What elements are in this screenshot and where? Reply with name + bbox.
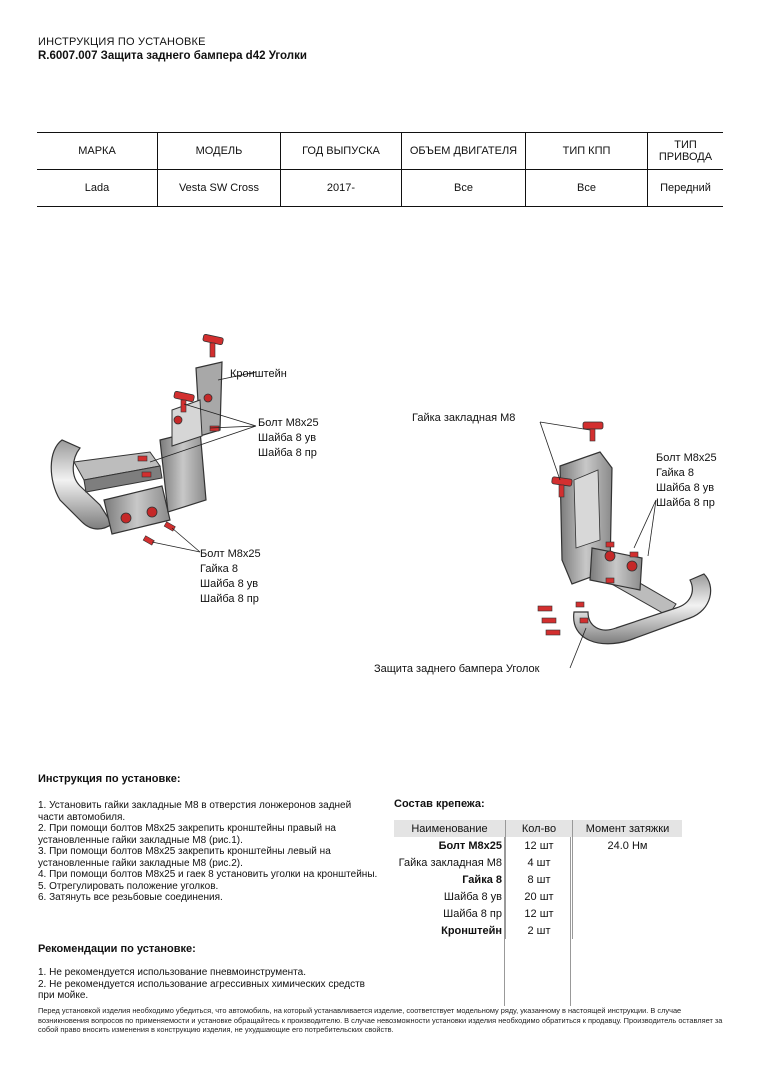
kit-row <box>394 871 682 888</box>
kit-item-qty: 4 шт <box>506 854 573 871</box>
instruction-step: 1. Установить гайки закладные М8 в отверстия лонжеронов задней части автомобиля. <box>38 800 352 823</box>
callout-line: Болт М8х25 <box>656 452 717 464</box>
spec-header-model: МОДЕЛЬ <box>158 133 281 170</box>
footnote: Перед установкой изделия необходимо убедиться, что автомобиль, на который устанавливается изделие, соответствует модельному ряду, указанному в настоящей инструкции. В случае возникновения вопросов по применяемости и установке обращайтесь к производителю. В случае невозможности установки изделия необходимо обратиться к продавцу. Производитель оставляет за собой право вносить изменения в конструкцию изделия, не ухудшающие его потребительских свойств. <box>38 1006 723 1034</box>
kit-item-name: Болт М8х25 <box>438 839 502 852</box>
label-weld-nut: Гайка закладная М8 <box>412 412 516 424</box>
instruction-step: 6. Затянуть все резьбовые соединения. <box>38 892 223 903</box>
kit-item-name: Шайба 8 пр <box>443 907 502 920</box>
spec-gearbox: Все <box>526 170 648 207</box>
recommendation-item: 1. Не рекомендуется использование пневмоинструмента. <box>38 967 306 978</box>
kit-item-torque <box>573 905 683 922</box>
label-bracket: Кронштейн <box>230 368 287 380</box>
recommendations-title: Рекомендации по установке: <box>38 943 196 955</box>
kit-item-torque <box>573 871 683 888</box>
left-upper-callout <box>258 416 319 461</box>
instruction-step: 2. При помощи болтов М8х25 закрепить кронштейны правый на установленные гайки закладные М8 (рис.1). <box>38 823 336 846</box>
kit-row <box>394 837 682 854</box>
kit-item-qty: 12 шт <box>506 837 573 854</box>
spec-header-drive: ТИП ПРИВОДА <box>648 133 724 170</box>
kit-row <box>394 854 682 871</box>
kit-item-torque <box>573 854 683 871</box>
instructions-title: Инструкция по установке: <box>38 773 181 785</box>
callout-line: Шайба 8 пр <box>258 447 317 459</box>
kit-item-torque: 24.0 Нм <box>573 837 683 854</box>
callout-line: Шайба 8 пр <box>200 593 259 605</box>
instruction-steps <box>38 800 378 904</box>
spec-engine: Все <box>402 170 526 207</box>
kit-item-name: Гайка 8 <box>462 873 502 886</box>
label-guard: Защита заднего бампера Уголок <box>374 663 540 675</box>
spec-header-gearbox: ТИП КПП <box>526 133 648 170</box>
fastener-kit-table <box>394 820 682 939</box>
left-guard-assembly <box>51 334 256 552</box>
right-callout <box>656 451 717 511</box>
callout-line: Шайба 8 ув <box>200 578 259 590</box>
kit-header-name: Наименование <box>394 820 506 837</box>
left-guard-mount-plate <box>104 486 170 534</box>
kit-header-row <box>394 820 682 837</box>
callout-line: Шайба 8 пр <box>656 497 715 509</box>
callout-line: Шайба 8 ув <box>258 432 317 444</box>
instruction-step: 5. Отрегулировать положение уголков. <box>38 880 219 892</box>
callout-line: Шайба 8 ув <box>656 482 715 494</box>
kit-header-torque: Момент затяжки <box>573 820 683 837</box>
spec-drive: Передний <box>648 170 724 207</box>
spec-brand: Lada <box>37 170 158 207</box>
kit-item-qty: 8 шт <box>506 871 573 888</box>
instruction-step: 4. При помощи болтов М8х25 и гаек 8 установить уголки на кронштейны. <box>38 869 378 880</box>
kit-row <box>394 905 682 922</box>
kit-item-name: Шайба 8 ув <box>443 890 502 903</box>
kit-item-name: Кронштейн <box>441 924 502 937</box>
callout-line: Болт М8х25 <box>258 417 319 429</box>
callout-line: Болт М8х25 <box>200 548 261 560</box>
spec-header-brand: МАРКА <box>37 133 158 170</box>
spec-header-engine: ОБЪЕМ ДВИГАТЕЛЯ <box>402 133 526 170</box>
kit-item-torque <box>573 888 683 905</box>
recommendations-list <box>38 967 373 1002</box>
kit-item-qty: 20 шт <box>506 888 573 905</box>
spec-year: 2017- <box>281 170 402 207</box>
instruction-step: 3. При помощи болтов М8х25 закрепить кронштейны левый на установленные гайки закладные М8 (рис.2). <box>38 846 331 869</box>
callout-line: Гайка 8 <box>656 467 694 479</box>
spec-header-year: ГОД ВЫПУСКА <box>281 133 402 170</box>
spec-model: Vesta SW Cross <box>158 170 281 207</box>
document-type: ИНСТРУКЦИЯ ПО УСТАНОВКЕ <box>38 36 206 48</box>
kit-item-qty: 2 шт <box>506 922 573 939</box>
kit-row <box>394 888 682 905</box>
recommendation-item: 2. Не рекомендуется использование агрессивных химических средств при мойке. <box>38 978 365 1001</box>
kit-header-qty: Кол-во <box>506 820 573 837</box>
kit-item-torque <box>573 922 683 939</box>
kit-title: Состав крепежа: <box>394 798 485 810</box>
kit-item-name: Гайка закладная М8 <box>398 856 502 869</box>
right-bracket-face <box>574 470 600 548</box>
left-lower-callout <box>200 547 261 607</box>
callout-line: Гайка 8 <box>200 563 238 575</box>
kit-item-qty: 12 шт <box>506 905 573 922</box>
kit-row <box>394 922 682 939</box>
document-title: R.6007.007 Защита заднего бампера d42 Уголки <box>38 50 307 62</box>
